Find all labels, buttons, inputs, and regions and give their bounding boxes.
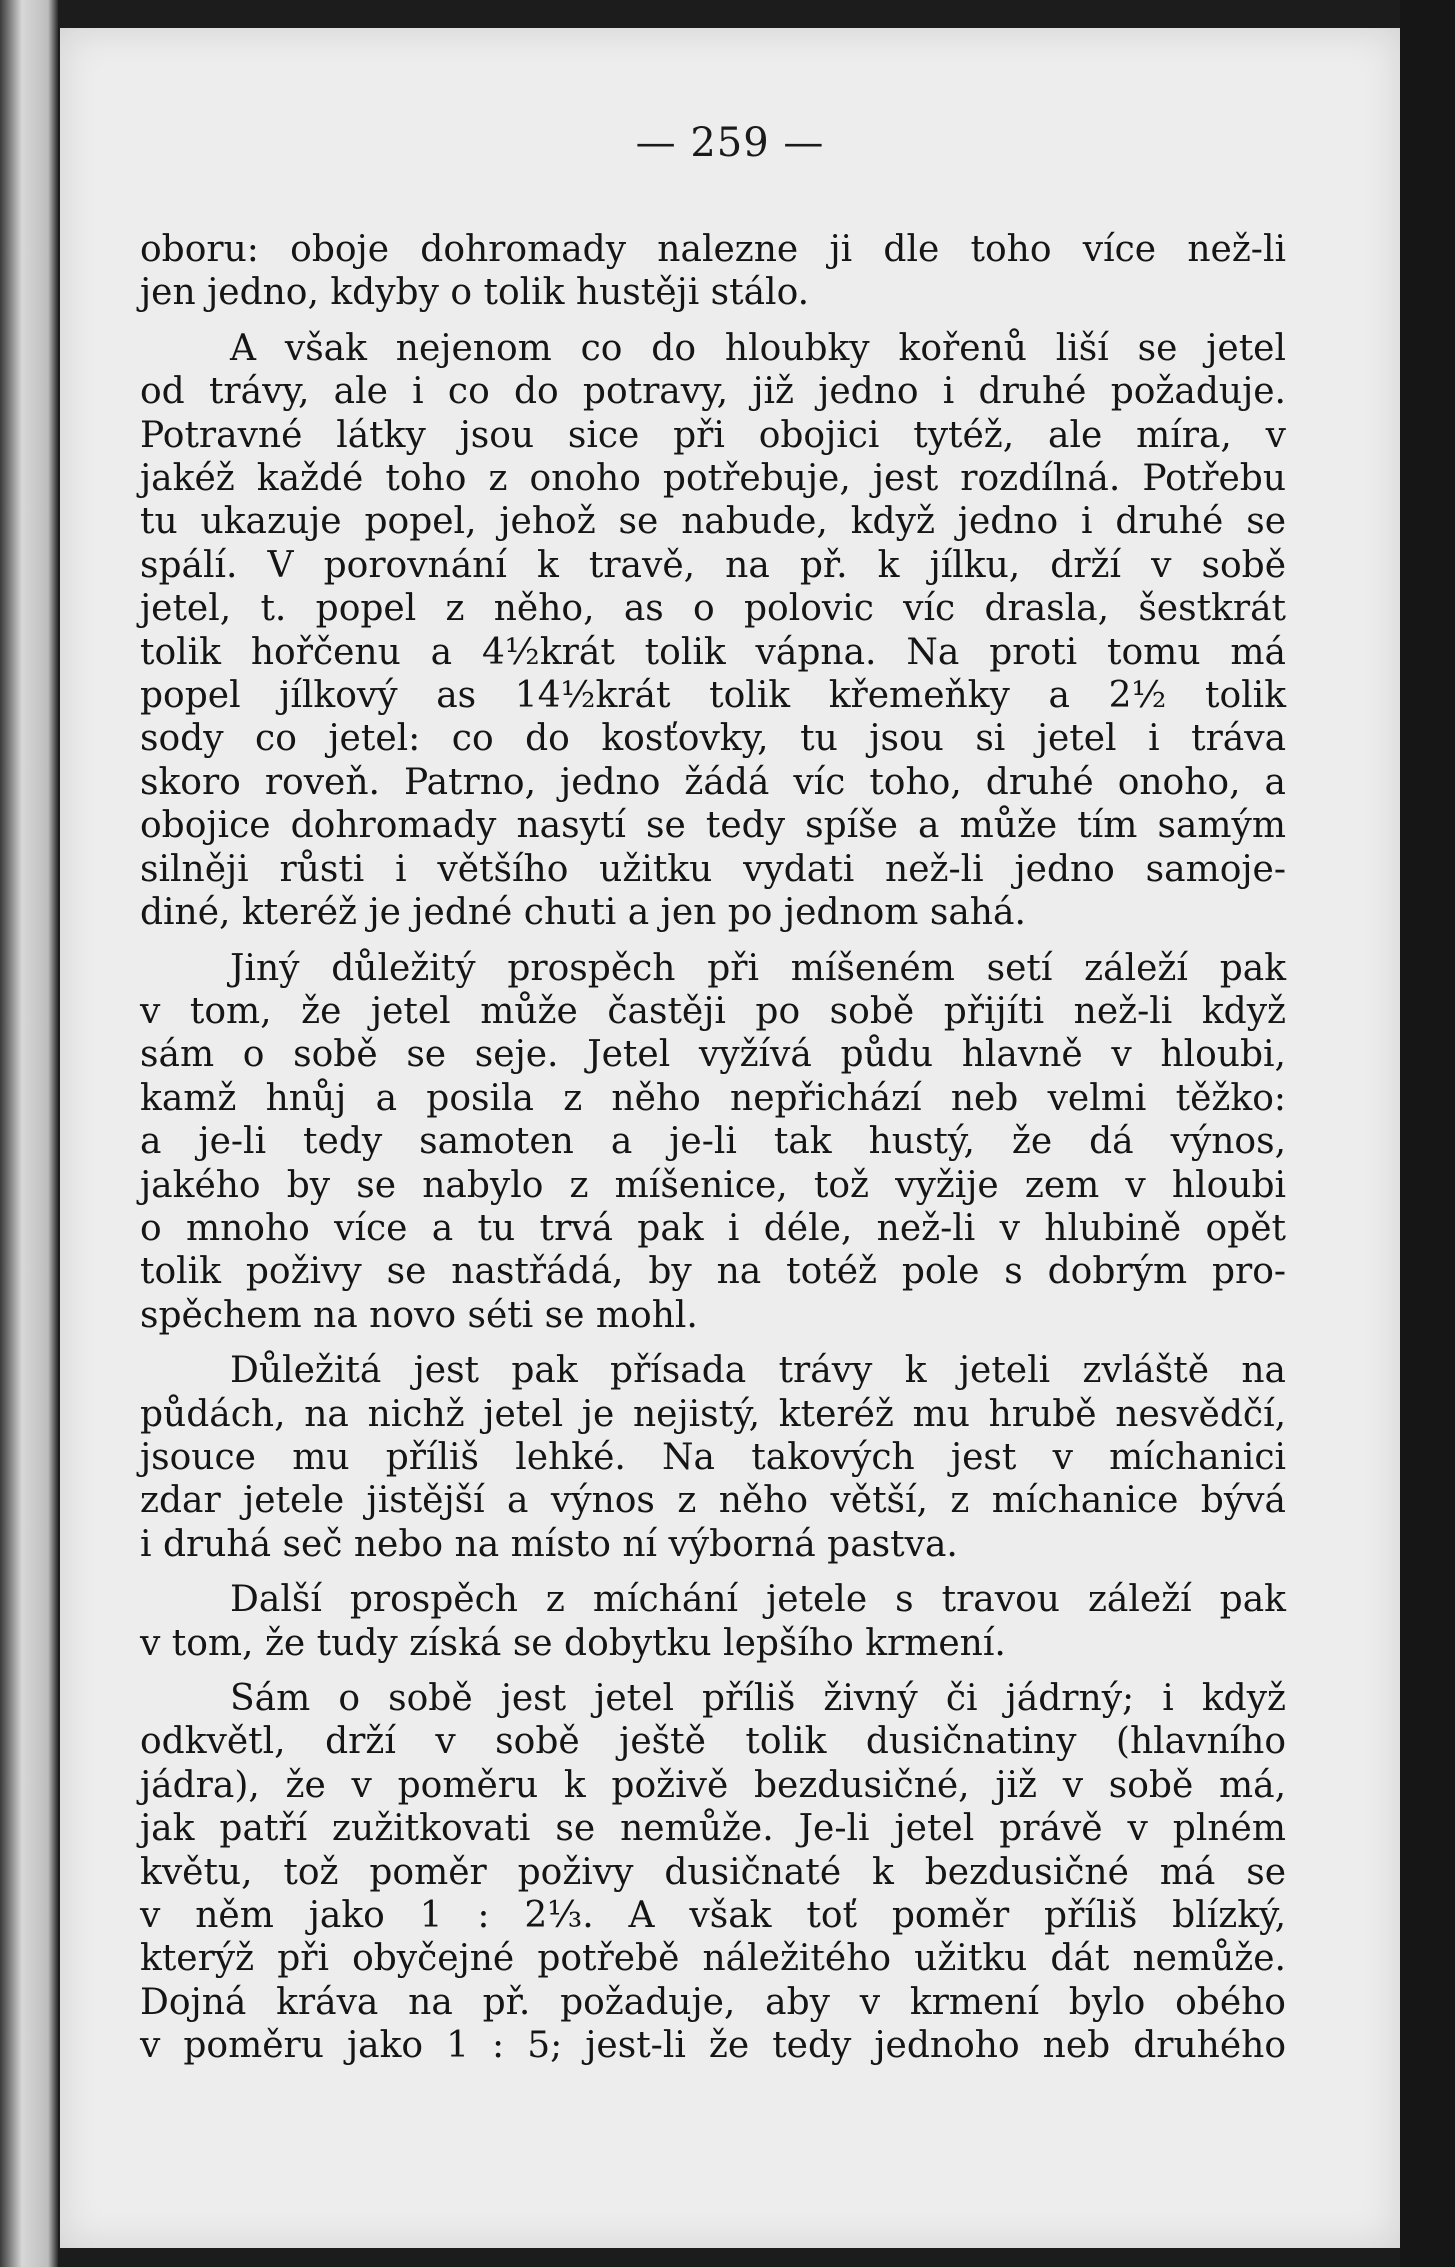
text-line: jakého by se nabylo z míšenice, tož vyžije zem v hloubi (140, 1164, 1287, 1206)
text-line: sody co jetel: co do kosťovky, tu jsou si jetel i tráva (140, 718, 1287, 760)
text-line: Dojná kráva na př. požaduje, aby v krmení bylo obého (140, 1981, 1286, 2023)
text-line: jádra), že v poměru k poživě bezdusičné, již v sobě má, (140, 1764, 1287, 1806)
text-line: v tom, že tudy získá se dobytku lepšího krmení. (140, 1622, 1006, 1664)
text-line: skoro roveň. Patrno, jedno žádá víc toho, druhé onoho, a (140, 761, 1286, 803)
text-line: i druhá seč nebo na místo ní výborná pastva. (140, 1523, 958, 1565)
body-text (140, 228, 1286, 2068)
text-line: obojice dohromady nasytí se tedy spíše a může tím samým (140, 805, 1286, 847)
text-line: Důležitá jest pak přísada trávy k jeteli zvláště na (230, 1350, 1286, 1392)
text-line: jak patří zužitkovati se nemůže. Je-li jetel právě v plném (140, 1808, 1286, 1850)
text-line: tolik hořčenu a 4½krát tolik vápna. Na proti tomu má (140, 631, 1286, 673)
text-line: sám o sobě se seje. Jetel vyžívá půdu hlavně v hloubi, (140, 1034, 1286, 1076)
text-line: půdách, na nichž jetel je nejistý, kteréž mu hrubě nesvědčí, (140, 1393, 1287, 1435)
paragraph-3 (140, 947, 1286, 1338)
text-line: jen jedno, kdyby o tolik hustěji stálo. (140, 272, 810, 314)
text-line: kterýž při obyčejné potřebě náležitého užitku dát nemůže. (140, 1938, 1286, 1980)
text-line: tu ukazuje popel, jehož se nabude, když jedno i druhé se (140, 501, 1286, 543)
text-line: A však nejenom co do hloubky kořenů liší se jetel (230, 327, 1286, 369)
text-line: Potravné látky jsou sice při obojici tytéž, ale míra, v (140, 414, 1286, 456)
text-line: oboru: oboje dohromady nalezne ji dle toho více než-li (140, 229, 1287, 270)
paragraph-5 (140, 1578, 1286, 1665)
paragraph-2 (140, 327, 1286, 935)
text-line: spěchem na novo séti se mohl. (140, 1294, 698, 1336)
book-page (60, 28, 1400, 2248)
text-line: o mnoho více a tu trvá pak i déle, než-li v hlubině opět (140, 1207, 1286, 1249)
text-line: odkvětl, drží v sobě ještě tolik dusičnatiny (hlavního (140, 1721, 1287, 1763)
text-line: Další prospěch z míchání jetele s travou záleží pak (230, 1579, 1286, 1621)
text-line: popel jílkový as 14½krát tolik křemeňky a 2½ tolik (140, 675, 1287, 717)
text-line: od trávy, ale i co do potravy, již jedno i druhé požaduje. (140, 371, 1286, 413)
text-line: květu, tož poměr poživy dusičnaté k bezdusičné má se (140, 1851, 1286, 1893)
text-line: jsouce mu příliš lehké. Na takových jest v míchanici (140, 1436, 1286, 1478)
paragraph-4 (140, 1349, 1286, 1566)
text-line: diné, kteréž je jedné chuti a jen po jednom sahá. (140, 892, 1026, 934)
text-line: Sám o sobě jest jetel příliš živný či jádrný; i když (230, 1678, 1287, 1719)
text-line: jetel, t. popel z něho, as o polovic víc drasla, šestkrát (140, 588, 1287, 630)
page-number: — 259 — (635, 120, 825, 166)
text-line: silněji růsti i většího užitku vydati než-li jedno samoje- (140, 848, 1287, 890)
text-line: tolik poživy se nastřádá, by na totéž pole s dobrým pro- (140, 1251, 1287, 1293)
text-line: v tom, že jetel může častěji po sobě přijíti než-li když (140, 990, 1287, 1032)
text-line: zdar jetele jistější a výnos z něho větší, z míchanice bývá (140, 1480, 1286, 1522)
paragraph-1 (140, 228, 1286, 315)
text-line: kamž hnůj a posila z něho nepřichází neb velmi těžko: (140, 1077, 1286, 1119)
text-line: v něm jako 1 : 2⅓. A však toť poměr příliš blízký, (140, 1895, 1287, 1937)
scan-edge-left (0, 0, 58, 2267)
paragraph-6 (140, 1677, 1286, 2068)
text-line: Jiný důležitý prospěch při míšeném setí záleží pak (230, 947, 1287, 989)
text-line: a je-li tedy samoten a je-li tak hustý, že dá výnos, (140, 1121, 1287, 1163)
scan-edge-right (1400, 0, 1455, 2267)
text-line: v poměru jako 1 : 5; jest-li že tedy jednoho neb druhého (140, 2025, 1287, 2067)
text-line: jakéž každé toho z onoho potřebuje, jest rozdílná. Potřebu (140, 458, 1287, 500)
text-line: spálí. V porovnání k travě, na př. k jílku, drží v sobě (140, 544, 1286, 586)
